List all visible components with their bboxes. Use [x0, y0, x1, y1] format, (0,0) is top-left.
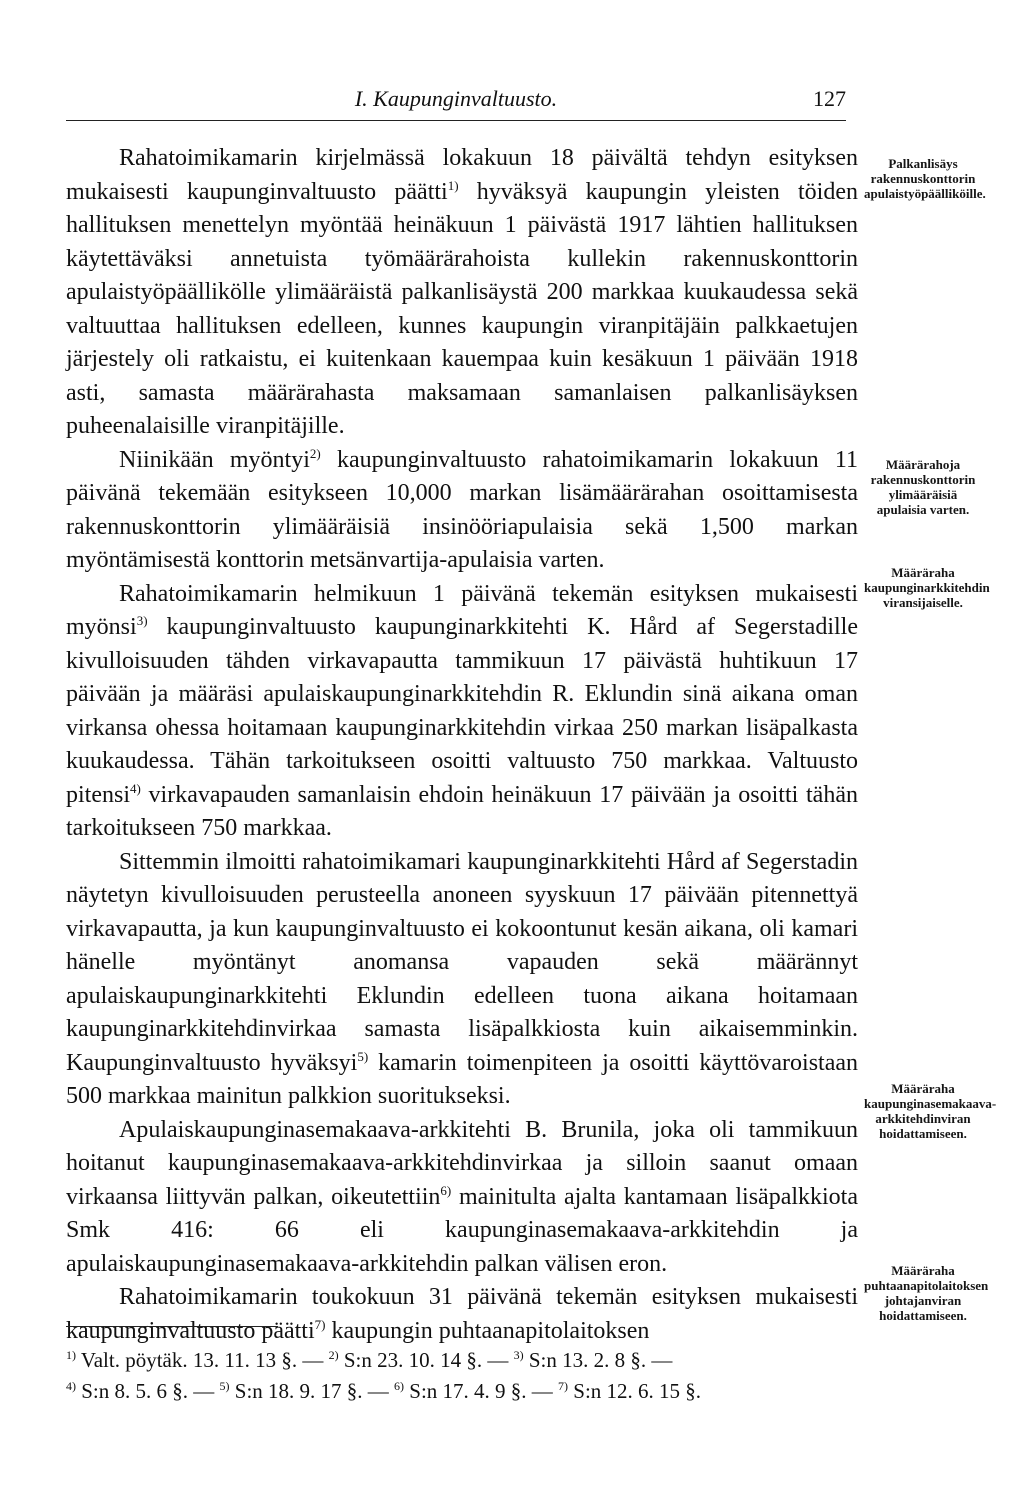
- paragraph-text: Rahatoimikamarin toukokuun 31 päivänä tekemän esityksen mukaisesti kaupunginvaltuusto päätti: [66, 1284, 858, 1344]
- paragraph-text: kaupunginvaltuusto rahatoimikamarin lokakuun 11 päivänä tekemään esitykseen 10,000 markan lisämäärärahan osoittamisesta rakennuskonttorin ylimääräisiä insinööriapulaisia sekä 1,500 markan myöntämisestä konttorin metsänvartija-apulaisia varten.: [66, 446, 858, 573]
- paragraph-text: kamarin toimenpiteen ja osoitti käyttövaroistaan 500 markkaa mainitun palkkion suoritukseksi.: [66, 1049, 859, 1109]
- margin-note-viransijainen: Määräraha kaupunginarkkitehdin viransijaiselle.: [864, 565, 990, 610]
- footnote-text: S:n 23. 10. 14 §. —: [338, 1348, 514, 1372]
- paragraph-text: Sittemmin ilmoitti rahatoimikamari kaupunginarkkitehti Hård af Segerstadin näytetyn kivulloisuuden perusteella anoneen syyskuun 17 päivään pitennettyä virkavapautta, ja kun kaupunginvaltuusto ei kokoontunut kesän aikana, oli kamari hänelle myöntänyt anomansa vapauden sekä määrännyt apulaiskaupunginarkkitehti Eklundin edelleen tuona aikana hoitamaan kaupunginarkkitehdinvirkaa samasta lisäpalkkiosta kuin aikaisemminkin. Kaupunginvaltuusto hyväksyi: [66, 848, 858, 1076]
- footnote-marker: 6): [440, 1182, 452, 1198]
- paragraph-text: hyväksyä kaupungin yleisten töiden hallituksen menettelyn myöntää heinäkuun 1 päivästä 1917 lähtien hallituksen käytettäväksi annetuista työmäärärahoista kullekin rakennuskonttorin apulaistyöpäällikölle ylimääräistä palkanlisäystä 200 markkaa kuukaudessa sekä valtuuttaa hallituksen edelleen, kunnes kaupungin viranpitäjäin palkkaetujen järjestely oli ratkaistu, ei kuitenkaan kauempaa kuin kesäkuun 1 päivään 1918 asti, samasta määrärahasta maksamaan samanlaisen palkanlisäyksen puheenalaisille viranpitäjille.: [66, 178, 858, 439]
- footnote-marker: 1): [447, 177, 459, 193]
- paragraph-palkanlisays: [66, 142, 858, 444]
- running-title: I. Kaupunginvaltuusto.: [354, 86, 558, 111]
- paragraph-viransijainen: [66, 578, 858, 846]
- paragraph-text: Rahatoimikamarin helmikuun 1 päivänä tekemän esityksen mukaisesti myönsi: [66, 580, 858, 640]
- footnote-text: S:n 13. 2. 8 §. —: [523, 1348, 673, 1372]
- paragraph-text: Apulaiskaupunginasemakaava-arkkitehti B. Brunila, joka oli tammikuun hoitanut kaupunginasemakaava-arkkitehdinvirkaa ja silloin saanut omaan virkaansa liittyvän palkan, oikeutettiin: [66, 1116, 858, 1210]
- paragraph-puhtaanapito: [66, 1281, 858, 1348]
- footnote-marker: 7): [558, 1379, 569, 1393]
- margin-note-puhtaanapito: Määräraha puhtaanapitolaitoksen johtajanviran hoidattamiseen.: [864, 1263, 989, 1323]
- paragraph-text: Rahatoimikamarin kirjelmässä lokakuun 18 päivältä tehdyn esityksen mukaisesti kaupunginvaltuusto päätti: [66, 145, 858, 205]
- footnote-line: [66, 1376, 866, 1407]
- margin-note-asemakaava: Määräraha kaupunginasemakaava-arkkitehdinviran hoidattamiseen.: [864, 1081, 997, 1141]
- header-rule: [66, 120, 846, 121]
- footnote-text: S:n 8. 5. 6 §. —: [76, 1379, 220, 1403]
- paragraph-brunila: [66, 1114, 858, 1282]
- footnote-marker: 4): [130, 780, 141, 796]
- footnote-marker: 5): [357, 1048, 369, 1064]
- footnote-marker: 3): [513, 1348, 524, 1362]
- footnote-text: S:n 17. 4. 9 §. —: [404, 1379, 559, 1403]
- margin-note-maararahoja: Määrärahoja rakennuskonttorin ylimääräisiä apulaisia varten.: [870, 457, 976, 517]
- paragraph-text: Niinikään myöntyi: [119, 446, 310, 473]
- page-number: 127: [813, 86, 846, 111]
- footnote-rule: [66, 1326, 278, 1327]
- footnote-text: S:n 18. 9. 17 §. —: [229, 1379, 395, 1403]
- footnote-marker: 6): [394, 1379, 405, 1393]
- paragraph-text: virkavapauden samanlaisin ehdoin heinäkuun 17 päivään ja osoitti tähän tarkoitukseen 750 markkaa.: [66, 781, 858, 841]
- footnote-marker: 7): [314, 1316, 326, 1332]
- footnotes: [66, 1345, 866, 1407]
- footnote-marker: 5): [219, 1379, 230, 1393]
- main-text: [66, 142, 858, 1348]
- margin-note-palkanlisays: Palkanlisäys rakennuskonttorin apulaistyöpäälliköille.: [864, 156, 986, 201]
- paragraph-maararahoja: [66, 444, 858, 578]
- footnote-marker: 1): [66, 1348, 76, 1362]
- footnote-text: Valt. pöytäk. 13. 11. 13 §. —: [76, 1348, 329, 1372]
- footnote-marker: 2): [328, 1348, 339, 1362]
- paragraph-text: kaupungin puhtaanapitolaitoksen: [325, 1317, 650, 1344]
- footnote-marker: 2): [309, 445, 321, 461]
- footnote-marker: 4): [66, 1379, 76, 1393]
- paragraph-sittemmin: [66, 846, 858, 1114]
- footnote-line: [66, 1345, 866, 1376]
- paragraph-text: mainitulta ajalta kantamaan lisäpalkkiota Smk 416: 66 eli kaupunginasemakaava-arkkitehdin ja apulaiskaupunginasemakaava-arkkitehdin palkan välisen eron.: [66, 1183, 858, 1277]
- running-header: [66, 86, 846, 116]
- footnote-marker: 3): [136, 613, 148, 628]
- footnote-text: S:n 12. 6. 15 §.: [568, 1379, 702, 1403]
- paragraph-text: kaupunginvaltuusto kaupunginarkkitehti K. Hård af Segerstadille kivulloisuuden tähden virkavapautta tammikuun 17 päivästä huhtikuun 17 päivään ja määräsi apulaiskaupunginarkkitehdin R. Eklundin sinä aikana oman virkansa ohessa hoitamaan kaupunginarkkitehdin virkaa 250 markan lisäpalkasta kuukaudessa. Tähän tarkoitukseen osoitti valtuusto 750 markkaa. Valtuusto pitensi: [66, 614, 858, 808]
